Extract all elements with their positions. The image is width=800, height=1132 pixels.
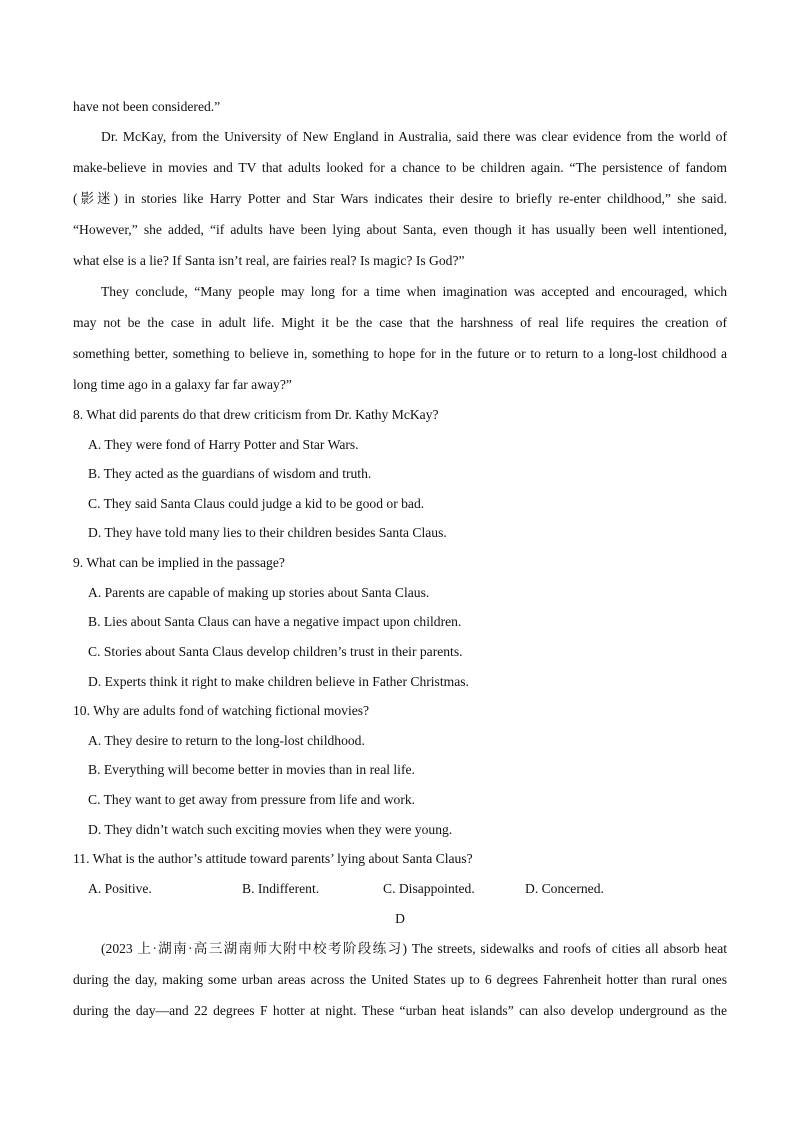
passage-d-line: (2023 上·湖南·高三湖南师大附中校考阶段练习) The streets, sidewalks and roofs of cities all absorb heat bbox=[101, 941, 727, 956]
answer-option: D. Experts think it right to make children believe in Father Christmas. bbox=[88, 674, 469, 689]
answer-option: D. They have told many lies to their children besides Santa Claus. bbox=[88, 525, 447, 540]
passage-c-line: long time ago in a galaxy far far away?” bbox=[73, 377, 292, 392]
answer-option: C. Stories about Santa Claus develop children’s trust in their parents. bbox=[88, 644, 463, 659]
answer-option: D. They didn’t watch such exciting movies when they were young. bbox=[88, 822, 453, 837]
passage-c-line: “However,” she added, “if adults have been lying about Santa, even though it has usually been well intentioned, bbox=[73, 222, 727, 237]
answer-option: B. Indifferent. bbox=[242, 881, 320, 896]
answer-option: C. They want to get away from pressure from life and work. bbox=[88, 792, 416, 807]
answer-option: C. Disappointed. bbox=[383, 881, 475, 896]
answer-option: C. They said Santa Claus could judge a kid to be good or bad. bbox=[88, 496, 425, 511]
question-stem: 10. Why are adults fond of watching fictional movies? bbox=[73, 703, 370, 718]
passage-c-line: have not been considered.” bbox=[73, 99, 221, 114]
question-stem: 9. What can be implied in the passage? bbox=[73, 555, 285, 570]
passage-c-line: something better, something to believe in, something to hope for in the future or to return to a long-lost childhood a bbox=[73, 346, 727, 361]
passage-c-line: may not be the case in adult life. Might it be the case that the harshness of real life requires the creation of bbox=[73, 315, 727, 330]
passage-d-line: during the day—and 22 degrees F hotter at night. These “urban heat islands” can also develop underground as the bbox=[73, 1003, 727, 1018]
question-stem: 8. What did parents do that drew criticism from Dr. Kathy McKay? bbox=[73, 407, 439, 422]
answer-option: A. They desire to return to the long-lost childhood. bbox=[88, 733, 365, 748]
answer-option: B. Everything will become better in movies than in real life. bbox=[88, 762, 415, 777]
question-stem: 11. What is the author’s attitude toward parents’ lying about Santa Claus? bbox=[73, 851, 473, 866]
passage-c-line: Dr. McKay, from the University of New England in Australia, said there was clear evidence from the world of bbox=[101, 129, 727, 144]
answer-option: B. Lies about Santa Claus can have a negative impact upon children. bbox=[88, 614, 462, 629]
answer-option: A. Parents are capable of making up stories about Santa Claus. bbox=[88, 585, 430, 600]
passage-c-line: make-believe in movies and TV that adults looked for a chance to be children again. “The persistence of fandom bbox=[73, 160, 727, 175]
answer-option: A. They were fond of Harry Potter and Star Wars. bbox=[88, 437, 359, 452]
passage-d-line: during the day, making some urban areas across the United States up to 6 degrees Fahrenheit hotter than rural ones bbox=[73, 972, 727, 987]
passage-c-line: what else is a lie? If Santa isn’t real, are fairies real? Is magic? Is God?” bbox=[73, 253, 465, 268]
passage-c-line: (影迷) in stories like Harry Potter and Star Wars indicates their desire to briefly re-enter childhood,” she said. bbox=[73, 191, 727, 206]
passage-c-line: They conclude, “Many people may long for a time when imagination was accepted and encouraged, which bbox=[101, 284, 727, 299]
answer-option: D. Concerned. bbox=[525, 881, 604, 896]
passage-heading: D bbox=[395, 911, 405, 926]
answer-option: A. Positive. bbox=[88, 881, 152, 896]
answer-option: B. They acted as the guardians of wisdom and truth. bbox=[88, 466, 372, 481]
